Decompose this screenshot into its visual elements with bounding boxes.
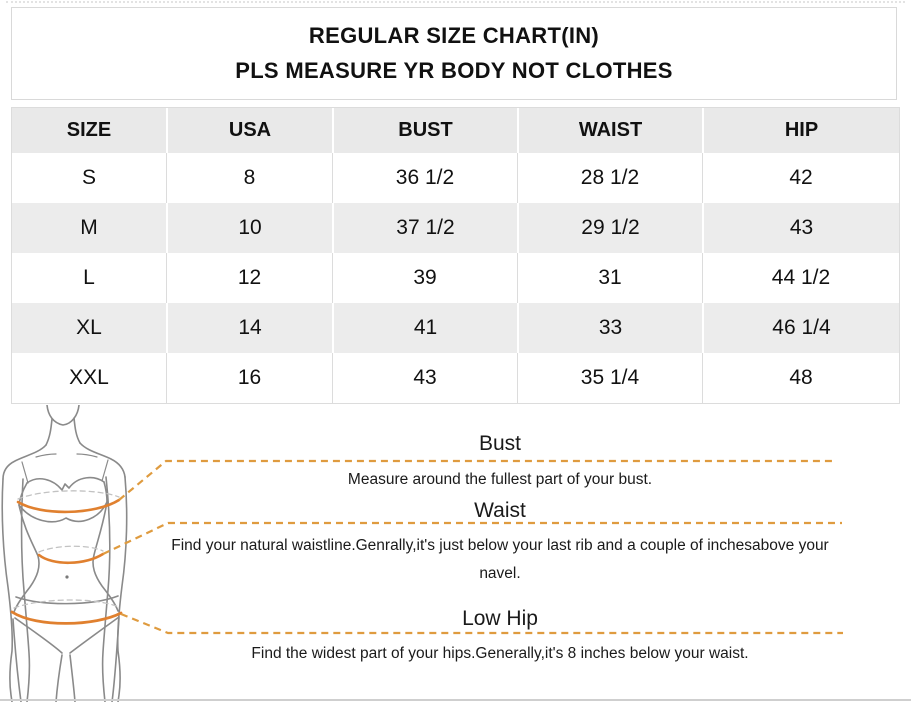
waist-band-back-dash [39,546,103,552]
size-row-xl [12,303,899,353]
cell-size: XL [12,303,166,353]
size-chart-table [11,107,900,404]
cell-waist: 29 1/2 [517,203,702,253]
cell-size: L [83,266,95,289]
waist-label: Waist [474,499,526,522]
cell-size: M [12,203,166,253]
size-row-l [12,253,899,303]
cell-hip: 42 [702,153,899,203]
cell-usa: 16 [166,353,332,403]
cell-bust: 43 [332,353,517,403]
cell-waist: 35 1/4 [517,353,702,403]
bust-band-back-dash [18,491,119,499]
cell-size: XXL [69,366,109,389]
cell-size: S [81,166,96,189]
bust-band [18,500,119,512]
size-row-xxl [12,353,899,403]
size-row-s [12,153,899,203]
cell-hip: 44 1/2 [702,253,899,303]
low-hip-label: Low Hip [462,607,538,630]
cell-waist: 33 [517,303,702,353]
column-header-waist: WAIST [517,108,702,153]
cell-waist: 31 [517,253,702,303]
cell-bust: 39 [332,253,517,303]
column-header-hip: HIP [702,108,899,153]
header-row [12,108,899,153]
cell-bust: 37 1/2 [332,203,517,253]
column-header-usa: USA [166,108,332,153]
waist-description: Find your natural waistline.Genrally,it's just below your last rib and a couple of inchesabove your navel. [171,537,829,582]
low-hip-description: Find the widest part of your hips.Generally,it's 8 inches below your waist. [251,645,749,662]
chart-title-box [11,7,897,100]
chart-title: REGULAR SIZE CHART(IN) [308,23,600,49]
chart-subtitle: PLS MEASURE YR BODY NOT CLOTHES [235,57,673,83]
navel-dot [65,575,68,578]
cell-usa: 8 [166,153,332,203]
column-header-bust: BUST [332,108,517,153]
female-body-outline-icon [2,405,126,702]
cell-hip: 43 [702,203,899,253]
image-bottom-border [0,699,911,701]
image-top-border [6,1,905,3]
cell-waist: 28 1/2 [517,153,702,203]
cell-hip: 46 1/4 [702,303,899,353]
cell-bust: 36 1/2 [332,153,517,203]
cell-hip: 48 [702,353,899,403]
size-row-m [12,203,899,253]
bust-label: Bust [478,432,522,455]
bust-description: Measure around the fullest part of your bust. [347,471,653,488]
cell-bust: 41 [332,303,517,353]
cell-usa: 10 [166,203,332,253]
column-header-size: SIZE [12,108,166,153]
cell-usa: 12 [166,253,332,303]
cell-usa: 14 [166,303,332,353]
